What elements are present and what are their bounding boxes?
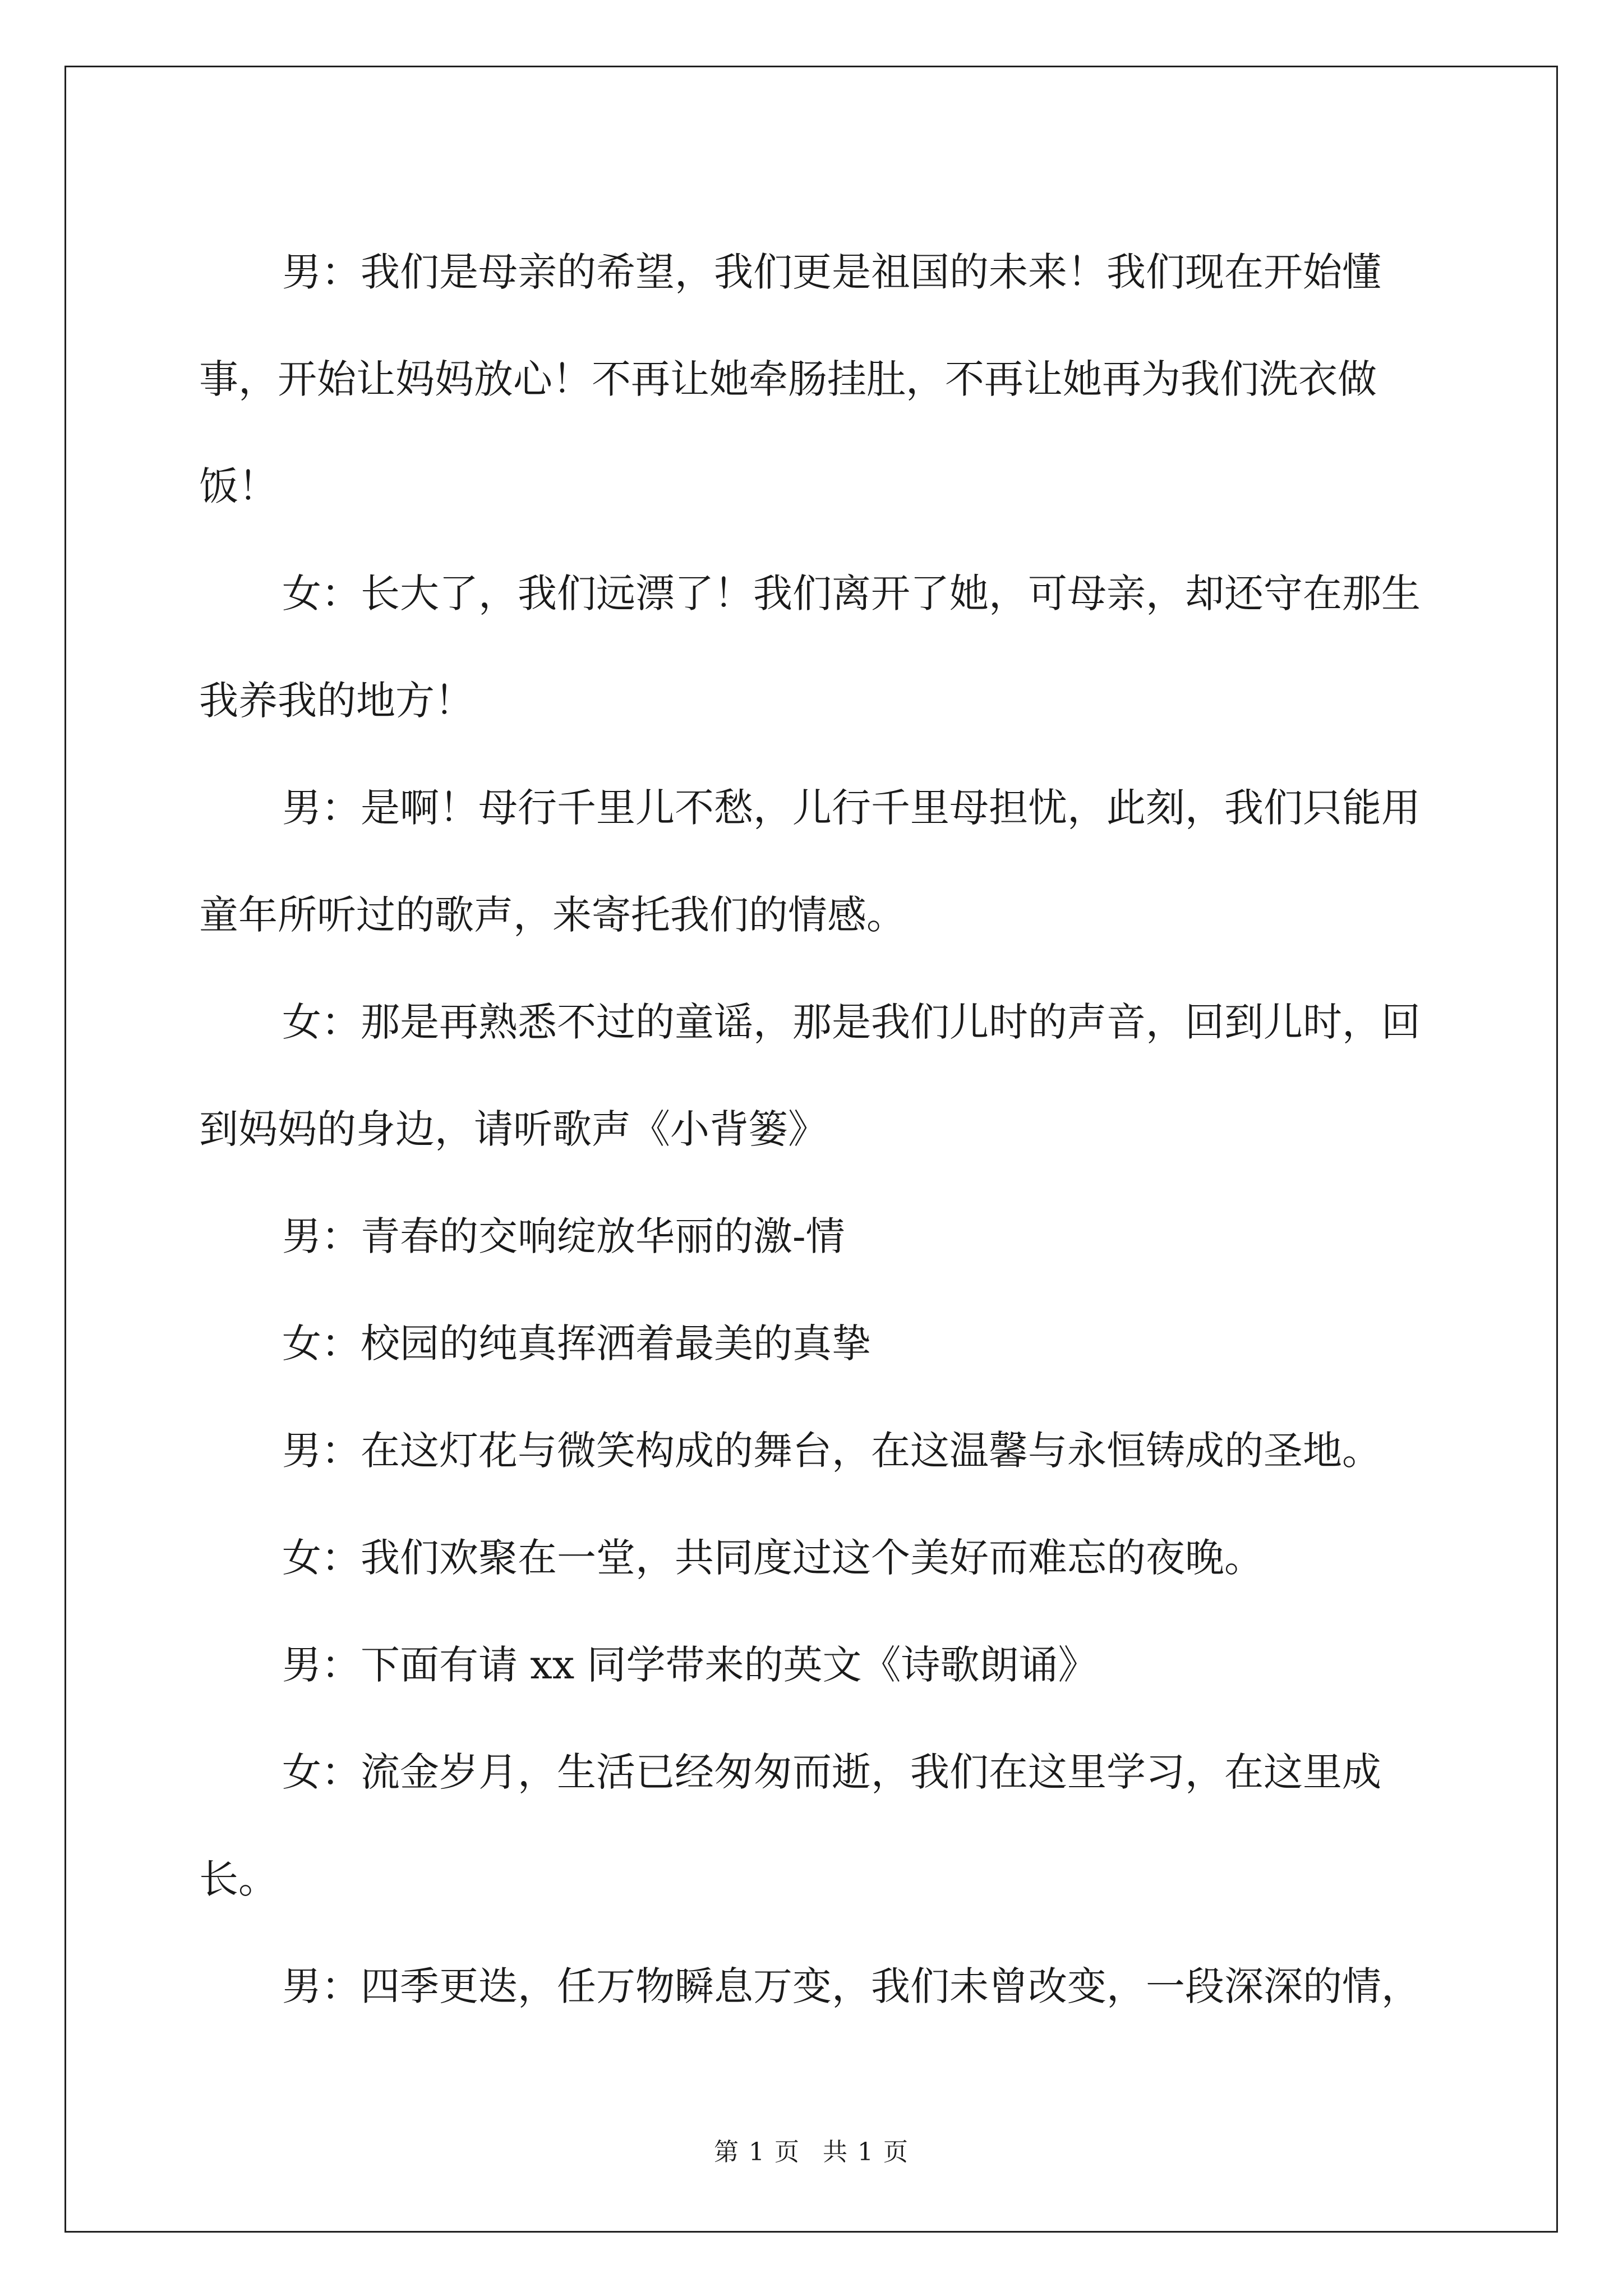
paragraph: 女：校园的纯真挥洒着最美的真挚 [282,1320,871,1366]
paragraph: 女：流金岁月，生活已经匆匆而逝，我们在这里学习，在这里成长。 [199,1749,1381,1902]
page-number-total: 共 1 页 [823,2138,909,2166]
page-footer [0,2132,1623,2168]
paragraph: 男：是啊！母行千里儿不愁，儿行千里母担忧，此刻，我们只能用童年所听过的歌声，来寄托我们的情感。 [199,785,1421,938]
page-number-current: 第 1 页 [714,2138,800,2166]
paragraph: 女：那是再熟悉不过的童谣，那是我们儿时的声音，回到儿时，回到妈妈的身边，请听歌声《小背篓》 [199,999,1421,1152]
paragraph: 女：长大了，我们远漂了！我们离开了她，可母亲，却还守在那生我养我的地方！ [199,570,1421,724]
paragraph: 男：在这灯花与微笑构成的舞台，在这温馨与永恒铸成的圣地。 [282,1428,1381,1474]
paragraph: 男：我们是母亲的希望，我们更是祖国的未来！我们现在开始懂事，开始让妈妈放心！不再让她牵肠挂肚，不再让她再为我们洗衣做饭！ [199,249,1381,509]
paragraph: 男：青春的交响绽放华丽的激-情 [282,1213,845,1259]
paragraph: 男：下面有请 xx 同学带来的英文《诗歌朗诵》 [282,1642,1098,1688]
paragraph: 女：我们欢聚在一堂，共同度过这个美好而难忘的夜晚。 [282,1535,1264,1581]
paragraph: 男：四季更迭，任万物瞬息万变，我们未曾改变，一段深深的情， [282,1963,1421,2009]
document-body [199,219,1430,2040]
